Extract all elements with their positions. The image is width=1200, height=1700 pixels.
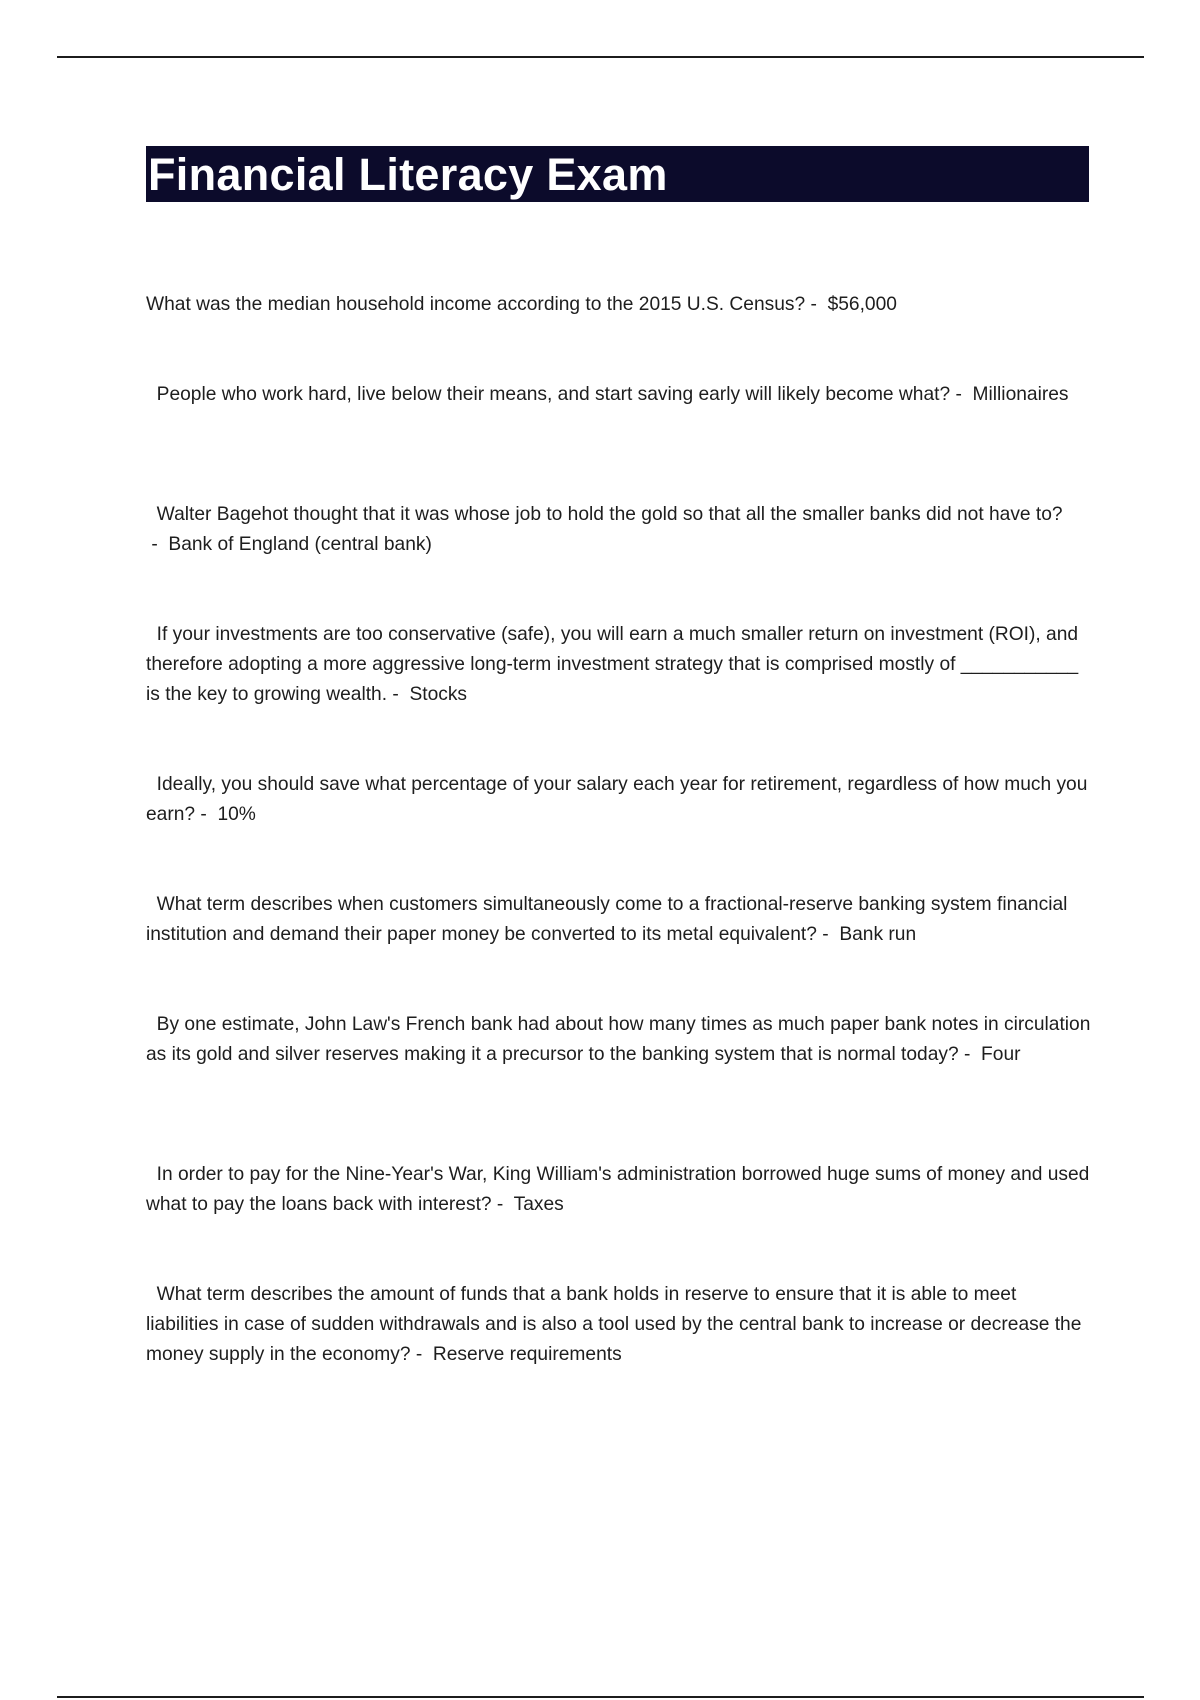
qa-item-9 — [146, 1280, 1091, 1370]
qa-item-2 — [146, 380, 1091, 410]
answer-text: Four — [981, 1044, 1021, 1065]
qa-separator: - — [958, 1044, 982, 1065]
qa-separator: - — [816, 924, 840, 945]
qa-item-7 — [146, 1010, 1096, 1070]
qa-separator: - — [387, 684, 410, 705]
answer-text: Taxes — [513, 1194, 564, 1215]
answer-text: Bank of England (central bank) — [168, 534, 432, 555]
question-text: What term describes the amount of funds that a bank holds in reserve to ensure that it is able to meet liabilities in case of sudden withdrawals and is also a tool used by the central bank to increase or decrease the money supply in the economy? — [146, 1284, 1087, 1365]
qa-item-4 — [146, 620, 1091, 710]
answer-text: Millionaires — [972, 384, 1069, 405]
answer-text: 10% — [217, 804, 256, 825]
answer-text: $56,000 — [827, 294, 897, 315]
qa-item-1 — [146, 290, 1091, 320]
qa-item-8 — [146, 1160, 1095, 1220]
question-text: What term describes when customers simultaneously come to a fractional-reserve banking system financial institution and demand their paper money be converted to its metal equivalent? — [146, 894, 1073, 945]
question-text: In order to pay for the Nine-Year's War, King William's administration borrowed huge sums of money and used what to pay the loans back with interest? — [146, 1164, 1095, 1215]
question-text: If your investments are too conservative (safe), you will earn a much smaller return on investment (ROI), and therefore adopting a more aggressive long-term investment strategy that is comprised mostly of ___________ is the key to growing wealth. — [146, 624, 1084, 705]
qa-separator: - — [950, 384, 973, 405]
question-text: People who work hard, live below their means, and start saving early will likely become what? — [146, 384, 951, 405]
qa-item-6 — [146, 890, 1091, 950]
qa-separator: - — [410, 1344, 433, 1365]
bottom-rule — [57, 1696, 1144, 1698]
document-title: Financial Literacy Exam — [148, 148, 668, 200]
question-text: Walter Bagehot thought that it was whose job to hold the gold so that all the smaller banks did not have to? — [146, 504, 1063, 525]
qa-separator: - — [195, 804, 218, 825]
question-text: By one estimate, John Law's French bank had about how many times as much paper bank notes in circulation as its gold and silver reserves making it a precursor to the banking system that is normal today? — [146, 1014, 1096, 1065]
question-text: Ideally, you should save what percentage of your salary each year for retirement, regardless of how much you earn? — [146, 774, 1093, 825]
title-bar — [146, 146, 1089, 202]
qa-separator: - — [146, 534, 169, 555]
answer-text: Reserve requirements — [432, 1344, 622, 1365]
question-text: What was the median household income according to the 2015 U.S. Census? — [146, 294, 806, 315]
top-rule — [57, 56, 1144, 58]
qa-separator: - — [805, 294, 828, 315]
qa-separator: - — [491, 1194, 514, 1215]
qa-item-5 — [146, 770, 1091, 830]
answer-text: Bank run — [839, 924, 917, 945]
qa-item-3 — [146, 500, 1091, 560]
answer-text: Stocks — [409, 684, 468, 705]
